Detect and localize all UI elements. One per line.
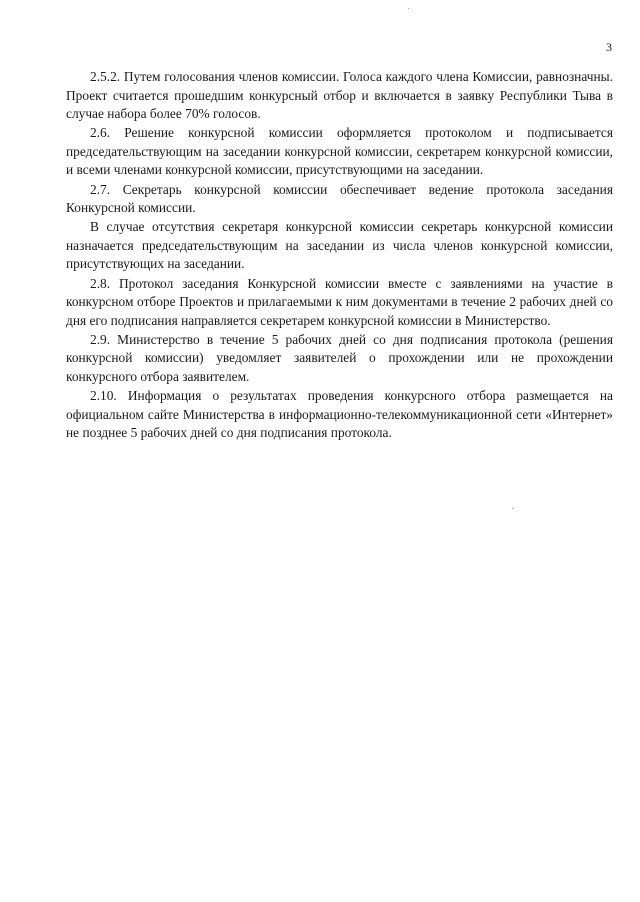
scan-speck	[408, 8, 409, 9]
paragraph-2-5-2: 2.5.2. Путем голосования членов комиссии. Голоса каждого члена Комиссии, равнозначны. Проект считается прошедшим конкурсный отбор и включается в заявку Республики Тыва в случае набора более 70% голосов.	[66, 69, 613, 122]
paragraph-secretary-absence: В случае отсутствия секретаря конкурсной комиссии секретарь конкурсной комиссии назначается председательствующим на заседании из числа членов конкурсной комиссии, присутствующих на заседании.	[66, 219, 613, 272]
scan-speck	[512, 508, 513, 509]
document-body	[66, 68, 613, 443]
paragraph-2-6: 2.6. Решение конкурсной комиссии оформляется протоколом и подписывается председательствующим на заседании конкурсной комиссии, секретарем конкурсной комиссии, и всеми членами конкурсной комиссии, присутствующими на заседании.	[66, 125, 613, 178]
page-number: 3	[606, 40, 612, 54]
paragraph-2-7: 2.7. Секретарь конкурсной комиссии обеспечивает ведение протокола заседания Конкурсной комиссии.	[66, 181, 613, 216]
paragraph-2-10: 2.10. Информация о результатах проведения конкурсного отбора размещается на официальном сайте Министерства в информационно-телекоммуникационной сети «Интернет» не позднее 5 рабочих дней со дня подписания протокола.	[66, 388, 613, 441]
paragraph-2-8: 2.8. Протокол заседания Конкурсной комиссии вместе с заявлениями на участие в конкурсном отборе Проектов и прилагаемыми к ним документами в течение 2 рабочих дней со дня его подписания направляется секретарем конкурсной комиссии в Министерство.	[66, 275, 613, 328]
paragraph-2-9: 2.9. Министерство в течение 5 рабочих дней со дня подписания протокола (решения конкурсной комиссии) уведомляет заявителей о прохождении или не прохождении конкурсного отбора заявителем.	[66, 331, 613, 384]
